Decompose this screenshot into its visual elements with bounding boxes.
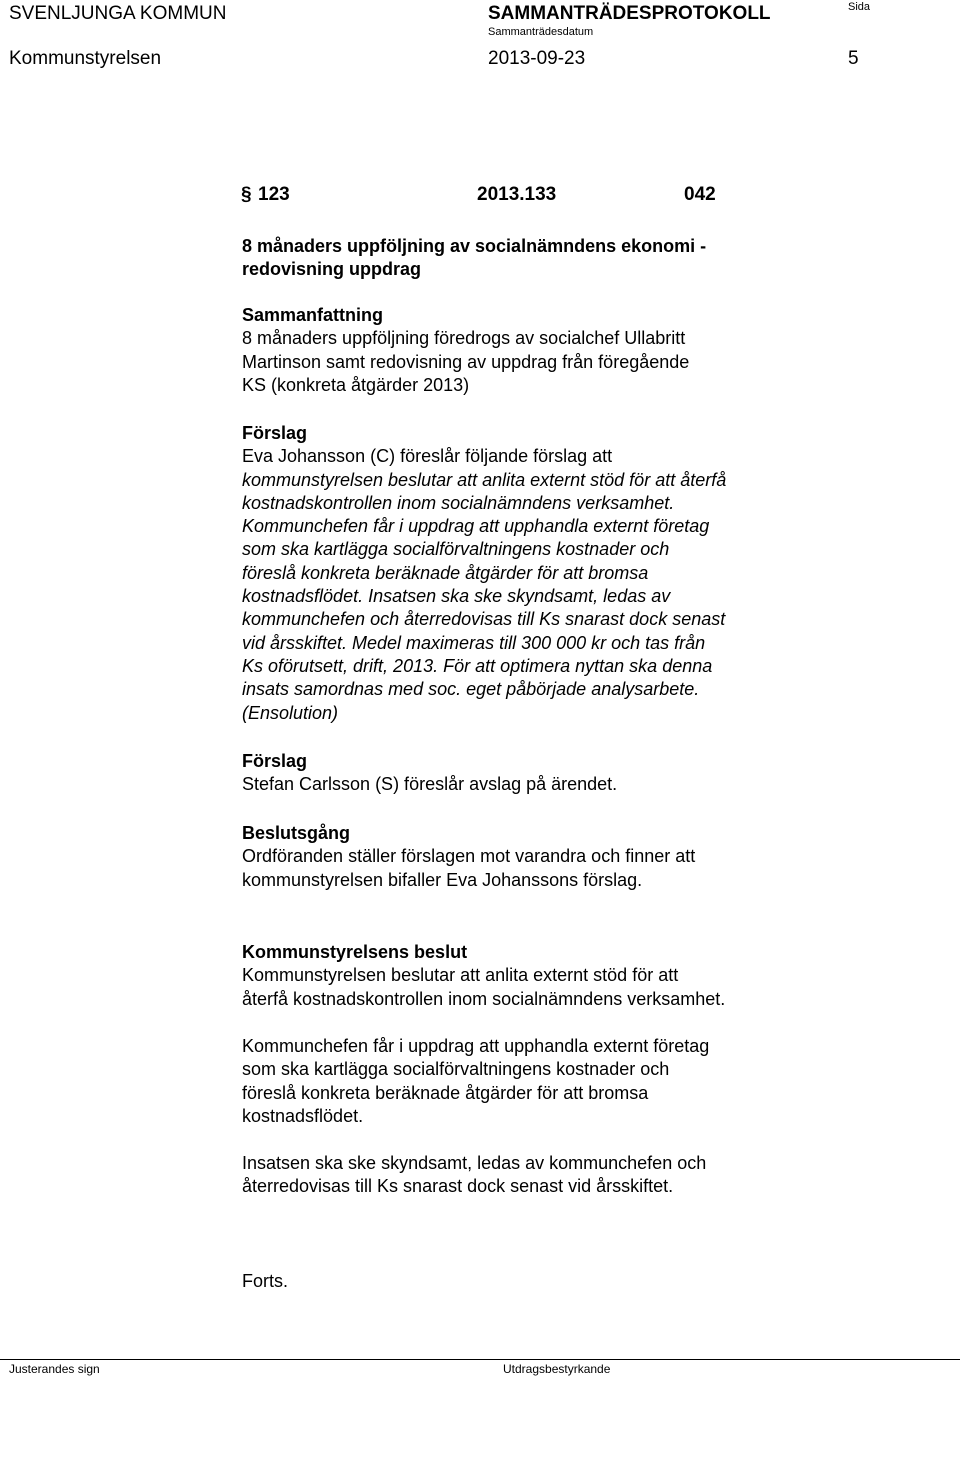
proposal-1-line: föreslå konkreta beräknade åtgärder för att bromsa <box>242 562 649 583</box>
summary-line: KS (konkreta åtgärder 2013) <box>242 374 470 395</box>
proposal-1-line: kommunchefen och återredovisas till Ks snarast dock senast <box>242 609 726 630</box>
decision-line: Insatsen ska ske skyndsamt, ledas av kommunchefen och <box>242 1153 707 1173</box>
procedure-line: kommunstyrelsen bifaller Eva Johanssons förslag. <box>242 869 643 890</box>
case-title-line: redovisning uppdrag <box>242 259 422 280</box>
proposal-1-heading: Förslag <box>242 423 308 443</box>
case-title <box>242 235 842 282</box>
procedure-line: Ordföranden ställer förslagen mot varandra och finner att <box>242 846 696 867</box>
decision-line: återfå kostnadskontrollen inom socialnämndens verksamhet. <box>242 988 726 1009</box>
case-diary-number: 2013.133 <box>477 184 557 205</box>
proposal-2-text: Stefan Carlsson (S) föreslår avslag på ärendet. <box>242 774 618 795</box>
case-code: 042 <box>684 184 716 205</box>
decision-line: föreslå konkreta beräknade åtgärder för att bromsa <box>242 1082 649 1103</box>
decision-line: Kommunstyrelsen beslutar att anlita externt stöd för att <box>242 965 679 986</box>
summary-line: 8 månaders uppföljning föredrogs av socialchef Ullabritt <box>242 328 686 349</box>
decision-line: återredovisas till Ks snarast dock senast vid årsskiftet. <box>242 1176 674 1197</box>
proposal-2-heading: Förslag <box>242 751 308 771</box>
proposal-1-line: kommunstyrelsen beslutar att anlita externt stöd för att återfå <box>242 469 727 490</box>
summary-section <box>242 304 842 397</box>
decision-line: Kommunchefen får i uppdrag att upphandla externt företag <box>242 1036 710 1056</box>
decision-section <box>242 941 842 1011</box>
document-type: SAMMANTRÄDESPROTOKOLL <box>488 3 771 24</box>
footer-certification-label: Utdragsbestyrkande <box>503 1362 611 1376</box>
municipality-name: SVENLJUNGA KOMMUN <box>9 3 227 24</box>
page-label: Sida <box>848 1 871 13</box>
section-symbol-icon: § <box>241 184 252 205</box>
meeting-date: 2013-09-23 <box>488 48 586 69</box>
proposal-1-line: kostnadsflödet. Insatsen ska ske skyndsamt, ledas av <box>242 586 671 607</box>
continued-note: Forts. <box>242 1271 289 1291</box>
decision-heading: Kommunstyrelsens beslut <box>242 942 468 962</box>
committee-name: Kommunstyrelsen <box>9 48 162 69</box>
proposal-1-line: vid årsskiftet. Medel maximeras till 300 000 kr och tas från <box>242 632 706 653</box>
decision-paragraph <box>242 1035 842 1128</box>
proposal-1-section <box>242 422 842 725</box>
footer-divider <box>0 1359 960 1360</box>
proposal-1-line: insats samordnas med soc. eget påbörjade analysarbete. <box>242 679 700 700</box>
proposal-1-intro: Eva Johansson (C) föreslår följande förslag att <box>242 446 613 467</box>
case-paragraph: 123 <box>258 184 290 205</box>
summary-heading: Sammanfattning <box>242 305 384 325</box>
date-label: Sammanträdesdatum <box>488 26 594 38</box>
summary-line: Martinson samt redovisning av uppdrag från föregående <box>242 351 690 372</box>
page-number: 5 <box>848 48 859 69</box>
decision-line: som ska kartlägga socialförvaltningens kostnader och <box>242 1059 670 1080</box>
footer-signature-label: Justerandes sign <box>9 1362 100 1376</box>
proposal-1-line: Kommunchefen får i uppdrag att upphandla externt företag <box>242 516 710 537</box>
proposal-1-line: Ks oförutsett, drift, 2013. För att optimera nyttan ska denna <box>242 655 713 676</box>
procedure-section <box>242 822 842 892</box>
proposal-1-line: som ska kartlägga socialförvaltningens kostnader och <box>242 539 670 560</box>
proposal-2-section <box>242 750 842 797</box>
procedure-heading: Beslutsgång <box>242 823 351 843</box>
decision-line: kostnadsflödet. <box>242 1105 364 1126</box>
decision-paragraph <box>242 1152 842 1199</box>
proposal-1-line: (Ensolution) <box>242 702 339 723</box>
case-title-line: 8 månaders uppföljning av socialnämndens ekonomi - <box>242 236 707 256</box>
proposal-1-line: kostnadskontrollen inom socialnämndens verksamhet. <box>242 492 675 513</box>
